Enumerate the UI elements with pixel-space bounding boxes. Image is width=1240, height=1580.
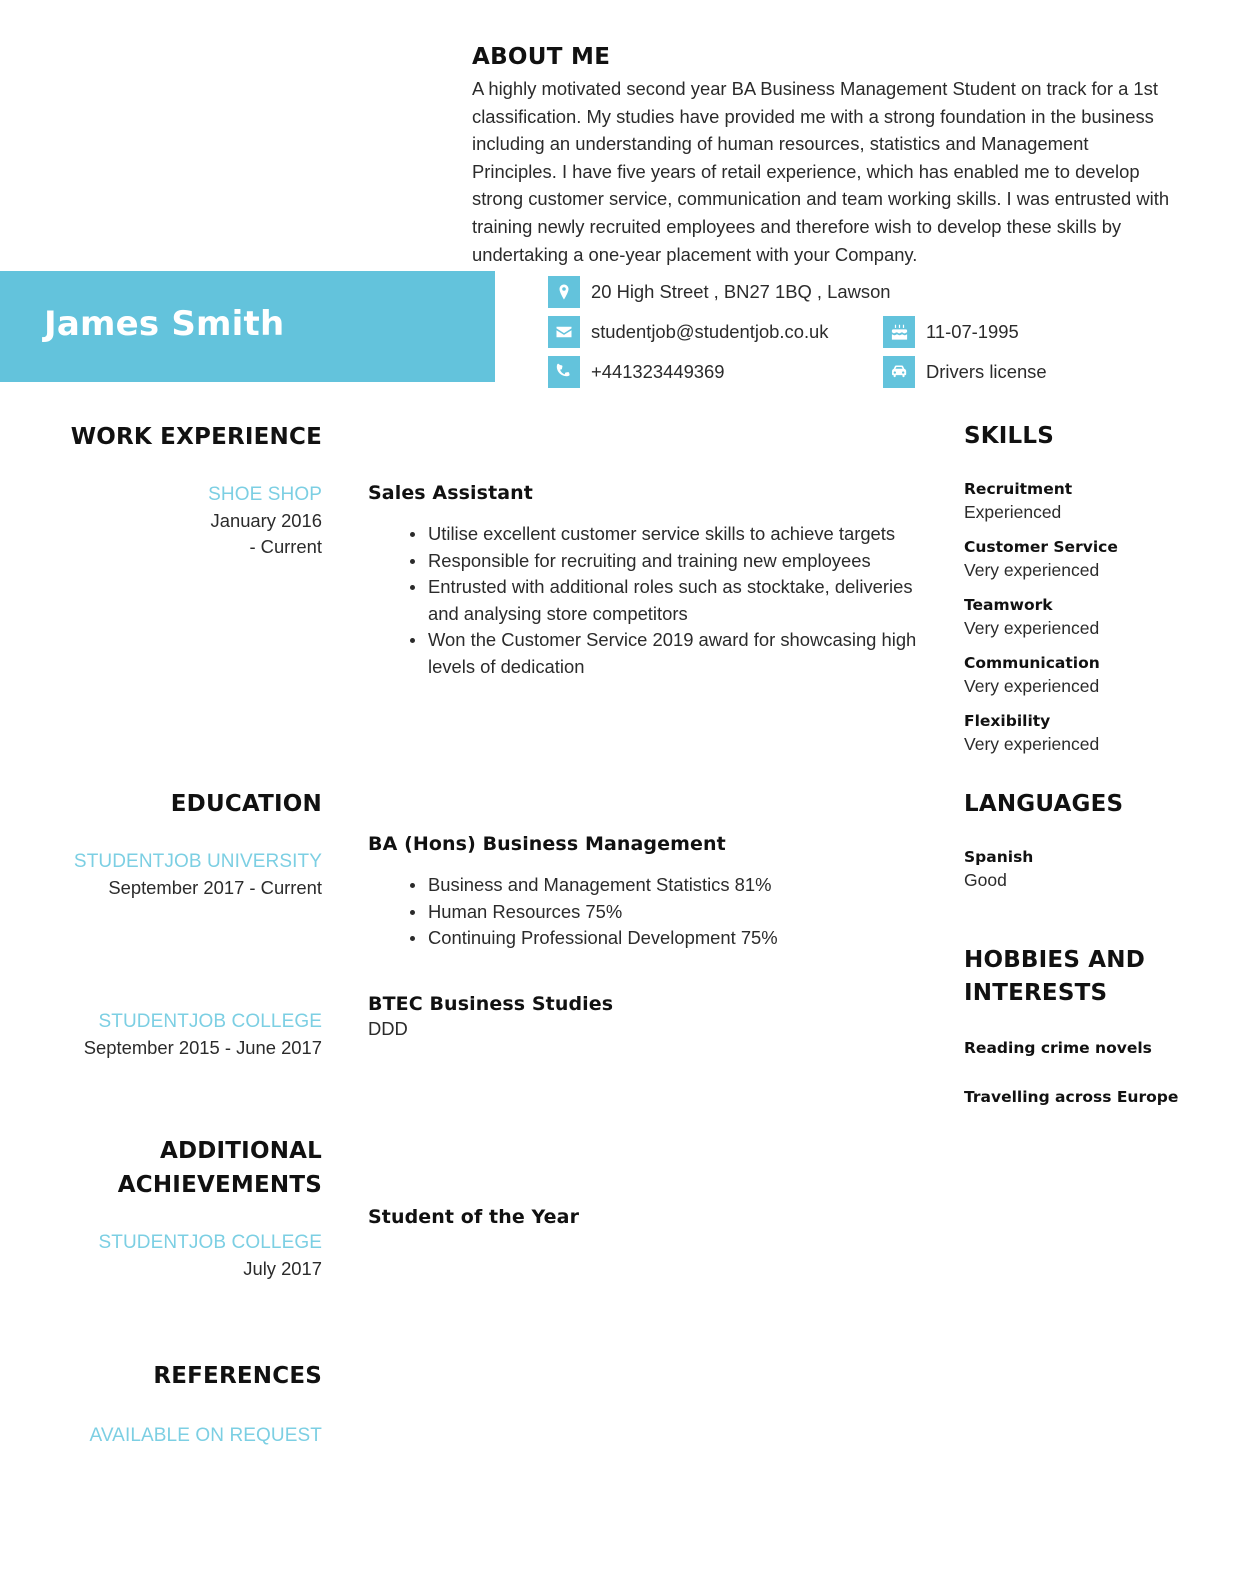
contact-item-email: [548, 316, 883, 348]
references-heading: REFERENCES: [153, 1363, 322, 1389]
contact-row-phone-license: [548, 352, 1208, 392]
languages-heading: LANGUAGES: [964, 791, 1124, 817]
birthday-cake-icon: [883, 316, 915, 348]
about-me-text: A highly motivated second year BA Business Management Student on track for a 1st classification. My studies have provided me with a strong foundation in the business including an understanding of human resources, statistics and Management Principles. I have five years of retail experience, which has enabled me to develop strong customer service, communication and team working skills. I was entrusted with training newly recruited employees and therefore wish to develop these skills by undertaking a one-year placement with your Company.: [472, 78, 1170, 265]
left-meta-column: [0, 420, 330, 1449]
skill-item: [964, 653, 1236, 698]
car-icon: [883, 356, 915, 388]
location-pin-icon: [548, 276, 580, 308]
achievement-entry-body: [368, 1118, 928, 1228]
phone-icon: [548, 356, 580, 388]
education-entry-title: BTEC Business Studies: [368, 993, 614, 1015]
achievements-heading-line-2: ACHIEVEMENTS: [117, 1172, 322, 1198]
education-entry-dates: September 2017 - Current: [108, 877, 322, 898]
work-entry-role: Sales Assistant: [368, 482, 533, 504]
sidebar-column: [964, 420, 1236, 1136]
work-entry-date-start: January 2016: [210, 510, 322, 531]
main-content-column: [368, 420, 928, 1228]
list-item: Human Resources 75%: [368, 899, 928, 926]
skill-level: Very experienced: [964, 676, 1100, 696]
education-entry-meta-0: [0, 849, 330, 1009]
work-entry-bullets: [368, 521, 928, 680]
contact-phone-text: +441323449369: [591, 361, 725, 382]
skill-name: Teamwork: [964, 596, 1053, 614]
achievement-entry-meta: [0, 1230, 330, 1359]
skill-name: Flexibility: [964, 712, 1051, 730]
skill-level: Very experienced: [964, 734, 1100, 754]
list-item: Won the Customer Service 2019 award for showcasing high levels of dedication: [368, 627, 928, 680]
skill-item: [964, 595, 1236, 640]
contact-item-license: [883, 356, 1047, 388]
work-entry-date-end: - Current: [249, 536, 322, 557]
about-me-section: [472, 44, 1178, 268]
contact-birthdate-text: 11-07-1995: [926, 321, 1019, 342]
name-banner: [0, 271, 495, 382]
education-entry-org: STUDENTJOB UNIVERSITY: [73, 851, 322, 872]
hobbies-heading-line-1: HOBBIES AND: [964, 947, 1146, 973]
work-entry-body: [368, 420, 928, 771]
skill-name: Communication: [964, 654, 1100, 672]
skill-name: Customer Service: [964, 538, 1118, 556]
achievement-entry-dates: July 2017: [243, 1258, 322, 1279]
achievement-entry-title: Student of the Year: [368, 1206, 580, 1228]
education-entry-dates: September 2015 - June 2017: [83, 1037, 322, 1058]
hobby-item: Travelling across Europe: [964, 1088, 1179, 1106]
hobby-item: Reading crime novels: [964, 1039, 1152, 1057]
skill-level: Very experienced: [964, 618, 1100, 638]
skill-level: Experienced: [964, 502, 1062, 522]
language-item: [964, 847, 1236, 892]
education-entry-org: STUDENTJOB COLLEGE: [98, 1011, 322, 1032]
list-item: Responsible for recruiting and training new employees: [368, 548, 928, 575]
education-entry-bullets: [368, 872, 928, 952]
contact-address-text: 20 High Street , BN27 1BQ , Lawson: [591, 281, 891, 302]
education-entry-body-1: [368, 993, 928, 1118]
contact-license-text: Drivers license: [926, 361, 1047, 382]
contact-item-birthdate: [883, 316, 1019, 348]
work-entry-meta: [0, 482, 330, 787]
skill-name: Recruitment: [964, 480, 1073, 498]
envelope-icon: [548, 316, 580, 348]
education-entry-grade: DDD: [368, 1018, 408, 1039]
list-item: Business and Management Statistics 81%: [368, 872, 928, 899]
skill-level: Very experienced: [964, 560, 1100, 580]
skill-item: [964, 537, 1236, 582]
work-experience-heading: WORK EXPERIENCE: [70, 424, 322, 450]
references-value: AVAILABLE ON REQUEST: [89, 1425, 322, 1446]
skill-item: [964, 711, 1236, 756]
list-item: Continuing Professional Development 75%: [368, 925, 928, 952]
list-item: Utilise excellent customer service skills to achieve targets: [368, 521, 928, 548]
contact-details: [548, 272, 1208, 392]
education-entry-meta-1: [0, 1009, 330, 1134]
education-entry-title: BA (Hons) Business Management: [368, 833, 726, 855]
candidate-name: James Smith: [44, 304, 285, 344]
about-me-heading: ABOUT ME: [472, 44, 611, 70]
work-entry-org: SHOE SHOP: [208, 484, 322, 505]
language-level: Good: [964, 870, 1007, 890]
achievement-entry-org: STUDENTJOB COLLEGE: [98, 1232, 322, 1253]
contact-item-phone: [548, 356, 883, 388]
achievements-heading-line-1: ADDITIONAL: [159, 1138, 322, 1164]
language-name: Spanish: [964, 848, 1034, 866]
hobbies-heading-line-2: INTERESTS: [964, 980, 1108, 1006]
list-item: Entrusted with additional roles such as stocktake, deliveries and analysing store competitors: [368, 574, 928, 627]
skills-heading: SKILLS: [964, 423, 1055, 449]
education-entry-body-0: [368, 771, 928, 993]
contact-row-email-birthdate: [548, 312, 1208, 352]
contact-email-text: studentjob@studentjob.co.uk: [591, 321, 829, 342]
contact-row-address: [548, 272, 1208, 312]
skill-item: [964, 479, 1236, 524]
contact-item-address: [548, 276, 891, 308]
education-heading: EDUCATION: [170, 791, 322, 817]
